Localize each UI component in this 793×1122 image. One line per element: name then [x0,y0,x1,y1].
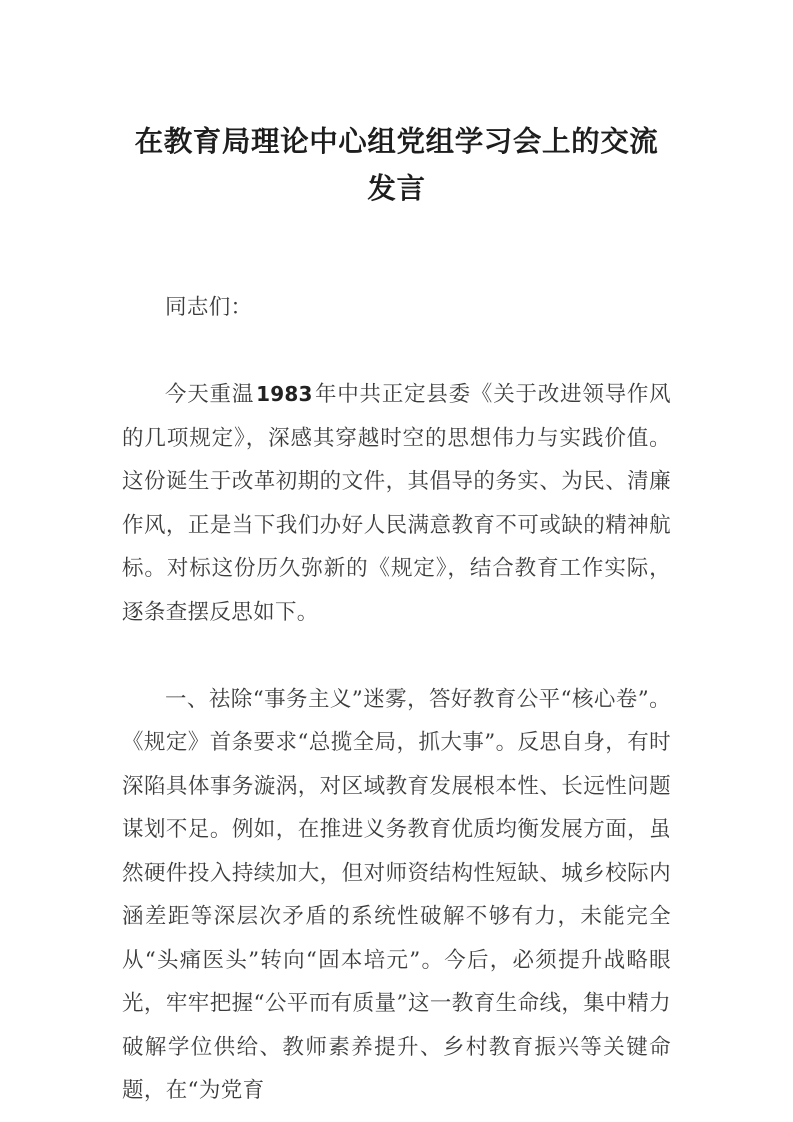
year-1983: 1983 [256,382,313,406]
paragraph-spacer [122,330,671,374]
document-body [122,286,671,1113]
page-title [122,118,671,212]
paragraph-opening-text-1: 今天重温 [165,382,255,407]
paragraph-opening-text-2: 年中共正定县委《关于改进领导作风的几项规定》，深感其穿越时空的思想伟力与实践价值。这份诞生于改革初期的文件，其倡导的务实、为民、清廉作风，正是当下我们办好人民满意教育不可或缺的精神航标。对标这份历久弥新的《规定》，结合教育工作实际，逐条查摆反思如下。 [122,382,671,625]
page-title-line-1: 在教育局理论中心组党组学习会上的交流 [134,124,659,158]
paragraph-opening [122,373,671,634]
salutation: 同志们： [165,295,253,320]
paragraph-spacer [122,634,671,678]
page-title-line-2: 发言 [367,171,426,205]
paragraph-section-one: 一、祛除“事务主义”迷雾，答好教育公平“核心卷”。《规定》首条要求“总揽全局，抓大事”。反思自身，有时深陷具体事务漩涡，对区域教育发展根本性、长远性问题谋划不足。例如，在推进义务教育优质均衡发展方面，虽然硬件投入持续加大，但对师资结构性短缺、城乡校际内涵差距等深层次矛盾的系统性破解不够有力，未能完全从“头痛医头”转向“固本培元”。今后，必须提升战略眼光，牢牢把握“公平而有质量”这一教育生命线，集中精力破解学位供给、教师素养提升、乡村教育振兴等关键命题，在“为党育 [122,686,671,1103]
